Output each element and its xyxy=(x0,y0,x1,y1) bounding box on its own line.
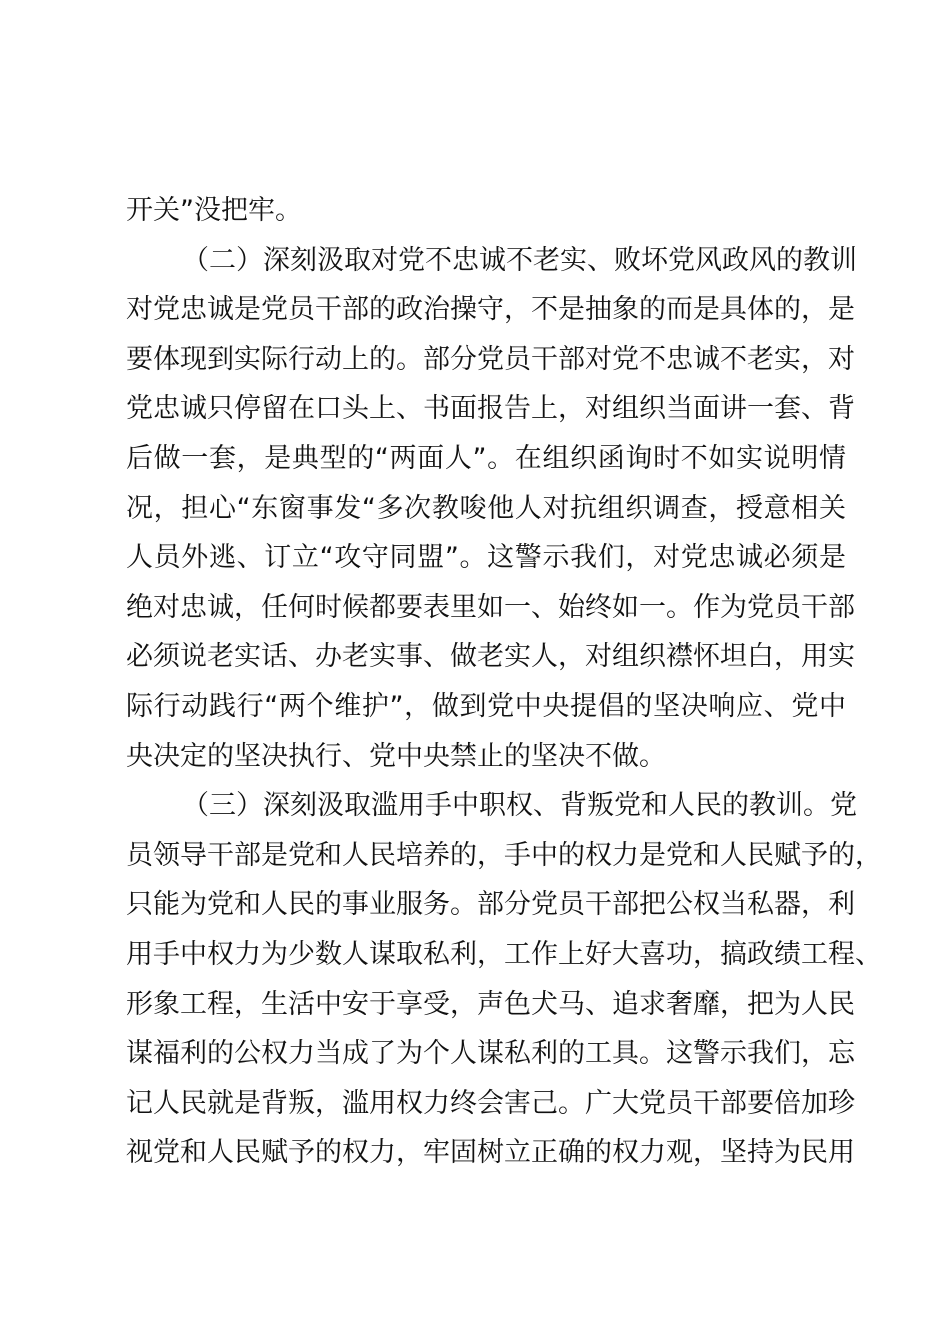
text-line: 人员外逃、订立“攻守同盟”。这警示我们，对党忠诚必须是 xyxy=(126,542,846,574)
section-heading-3: （三）深刻汲取滥用手中职权、背叛党和人民的教训。党 xyxy=(182,790,857,822)
text-line: 开关”没把牢。 xyxy=(126,195,302,226)
text-line: 用手中权力为少数人谋取私利，工作上好大喜功，搞政绩工程、 xyxy=(126,938,882,970)
text-line: 只能为党和人民的事业服务。部分党员干部把公权当私器，利 xyxy=(126,889,855,921)
text-line: 视党和人民赋予的权力，牢固树立正确的权力观，坚持为民用 xyxy=(126,1137,855,1169)
section-heading-2: （二）深刻汲取对党不忠诚不老实、败坏党风政风的教训 xyxy=(182,244,857,276)
text-line: 后做一套，是典型的“两面人”。在组织函询时不如实说明情 xyxy=(126,442,846,474)
text-line: 必须说老实话、办老实事、做老实人，对组织襟怀坦白，用实 xyxy=(126,641,855,673)
text-line: 要体现到实际行动上的。部分党员干部对党不忠诚不老实，对 xyxy=(126,343,855,375)
text-line: 对党忠诚是党员干部的政治操守，不是抽象的而是具体的，是 xyxy=(126,294,855,326)
text-line: 况，担心“东窗事发“多次教唆他人对抗组织调查，授意相关 xyxy=(126,492,846,524)
text-line: 绝对忠诚，任何时候都要表里如一、始终如一。作为党员干部 xyxy=(126,591,855,623)
text-line: 形象工程，生活中安于享受，声色犬马、追求奢靡，把为人民 xyxy=(126,988,855,1020)
text-line: 记人民就是背叛，滥用权力终会害己。广大党员干部要倍加珍 xyxy=(126,1087,855,1119)
text-line: 党忠诚只停留在口头上、书面报告上，对组织当面讲一套、背 xyxy=(126,393,855,425)
document-body xyxy=(126,186,882,1178)
text-line: 员领导干部是党和人民培养的，手中的权力是党和人民赋予的， xyxy=(126,839,882,871)
text-line: 央决定的坚决执行、党中央禁止的坚决不做。 xyxy=(126,740,666,772)
text-line: 谋福利的公权力当成了为个人谋私利的工具。这警示我们，忘 xyxy=(126,1038,855,1070)
text-line: 际行动践行“两个维护”，做到党中央提倡的坚决响应、党中 xyxy=(126,690,846,722)
